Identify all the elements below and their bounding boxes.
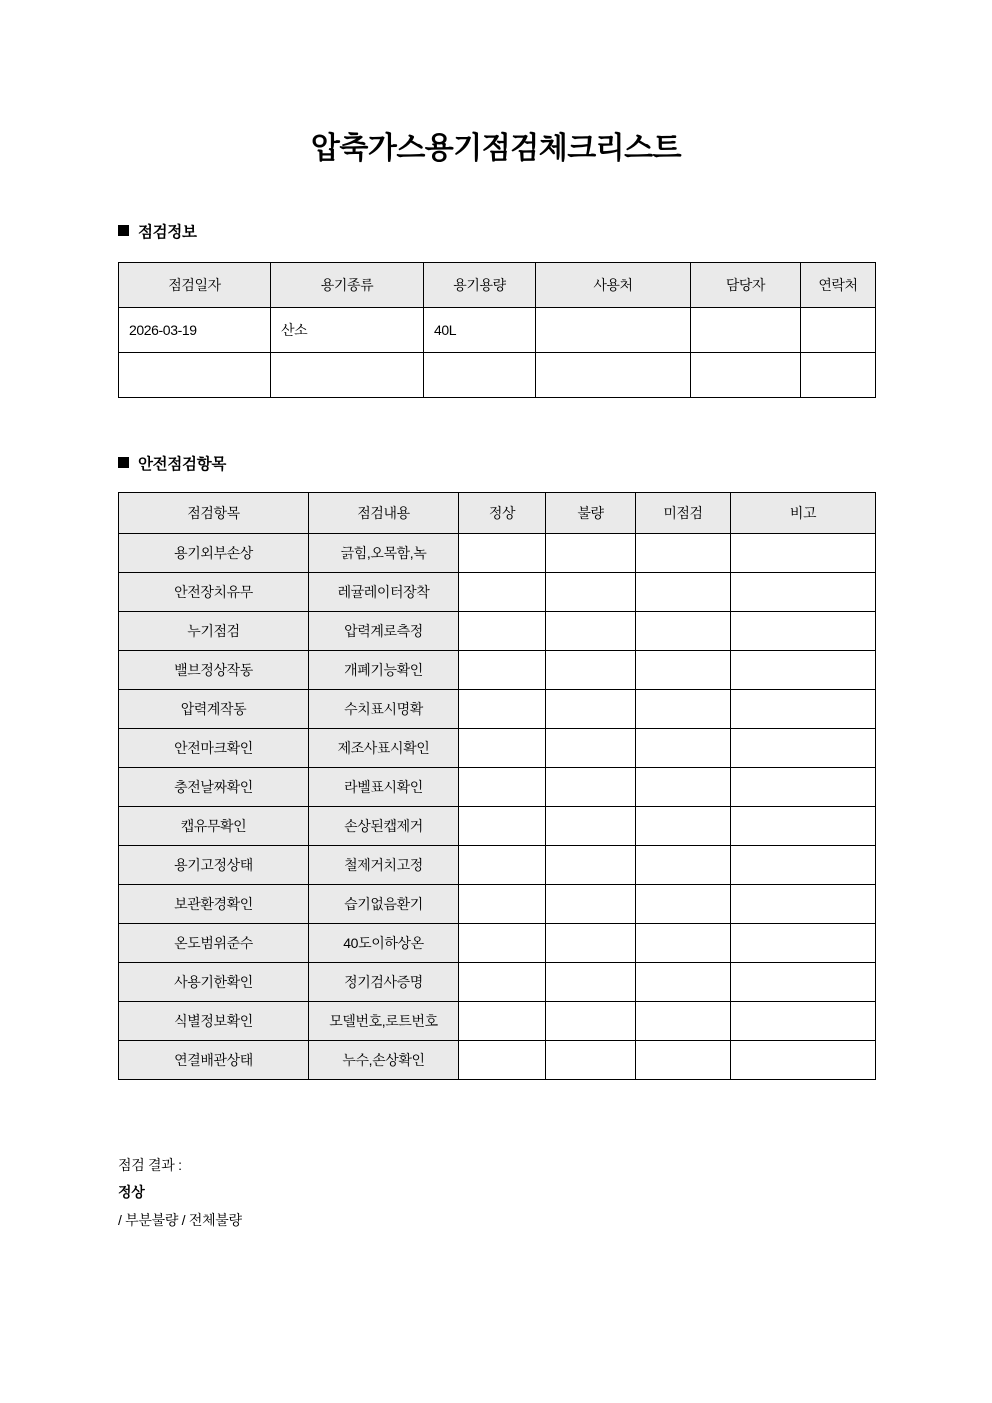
section-heading-inspection-info bbox=[118, 220, 197, 242]
cell-note[interactable] bbox=[731, 885, 876, 924]
cell-check-detail: 압력계로측정 bbox=[309, 612, 459, 651]
table-header-row bbox=[119, 493, 876, 534]
cell-check-detail: 레귤레이터장착 bbox=[309, 573, 459, 612]
cell-note[interactable] bbox=[731, 534, 876, 573]
result-option-normal[interactable]: 정상 bbox=[118, 1184, 145, 1201]
inspection-result-block bbox=[118, 1152, 242, 1234]
cell-unchecked-mark[interactable] bbox=[636, 690, 731, 729]
column-header-defect: 불량 bbox=[546, 493, 636, 534]
cell-usage-location[interactable] bbox=[536, 353, 691, 398]
cell-normal-mark[interactable] bbox=[459, 885, 546, 924]
cell-check-item: 식별정보확인 bbox=[119, 1002, 309, 1041]
cell-defect-mark[interactable] bbox=[546, 807, 636, 846]
result-option-others[interactable]: / 부분불량 / 전체불량 bbox=[118, 1211, 242, 1228]
cell-normal-mark[interactable] bbox=[459, 573, 546, 612]
cell-check-detail: 모델번호,로트번호 bbox=[309, 1002, 459, 1041]
column-header-person-in-charge: 담당자 bbox=[691, 263, 801, 308]
cell-check-detail: 누수,손상확인 bbox=[309, 1041, 459, 1080]
table-row bbox=[119, 768, 876, 807]
table-row bbox=[119, 924, 876, 963]
cell-unchecked-mark[interactable] bbox=[636, 924, 731, 963]
table-row bbox=[119, 885, 876, 924]
cell-defect-mark[interactable] bbox=[546, 768, 636, 807]
cell-defect-mark[interactable] bbox=[546, 924, 636, 963]
cell-check-item: 연결배관상태 bbox=[119, 1041, 309, 1080]
cell-note[interactable] bbox=[731, 573, 876, 612]
cell-normal-mark[interactable] bbox=[459, 768, 546, 807]
square-bullet-icon bbox=[118, 225, 129, 236]
section-heading-label: 안전점검항목 bbox=[138, 456, 227, 473]
cell-check-detail: 개폐기능확인 bbox=[309, 651, 459, 690]
cell-normal-mark[interactable] bbox=[459, 807, 546, 846]
cell-check-item: 안전장치유무 bbox=[119, 573, 309, 612]
cell-defect-mark[interactable] bbox=[546, 885, 636, 924]
cell-cylinder-type[interactable]: 산소 bbox=[271, 308, 424, 353]
table-row bbox=[119, 963, 876, 1002]
cell-check-detail: 정기검사증명 bbox=[309, 963, 459, 1002]
table-header-row bbox=[119, 263, 876, 308]
cell-note[interactable] bbox=[731, 612, 876, 651]
table-row bbox=[119, 1041, 876, 1080]
cell-defect-mark[interactable] bbox=[546, 690, 636, 729]
table-row bbox=[119, 846, 876, 885]
cell-person-in-charge[interactable] bbox=[691, 308, 801, 353]
column-header-inspection-date: 점검일자 bbox=[119, 263, 271, 308]
table-row bbox=[119, 353, 876, 398]
cell-check-item: 누기점검 bbox=[119, 612, 309, 651]
table-row bbox=[119, 807, 876, 846]
column-header-usage-location: 사용처 bbox=[536, 263, 691, 308]
cell-check-detail: 제조사표시확인 bbox=[309, 729, 459, 768]
cell-check-detail: 40도이하상온 bbox=[309, 924, 459, 963]
cell-note[interactable] bbox=[731, 846, 876, 885]
cell-unchecked-mark[interactable] bbox=[636, 534, 731, 573]
cell-normal-mark[interactable] bbox=[459, 963, 546, 1002]
cell-check-item: 용기외부손상 bbox=[119, 534, 309, 573]
inspection-info-table bbox=[118, 262, 876, 398]
table-row bbox=[119, 1002, 876, 1041]
cell-check-detail: 수치표시명확 bbox=[309, 690, 459, 729]
column-header-contact: 연락처 bbox=[801, 263, 876, 308]
column-header-unchecked: 미점검 bbox=[636, 493, 731, 534]
table-row bbox=[119, 573, 876, 612]
cell-unchecked-mark[interactable] bbox=[636, 651, 731, 690]
cell-normal-mark[interactable] bbox=[459, 846, 546, 885]
cell-check-item: 보관환경확인 bbox=[119, 885, 309, 924]
cell-cylinder-type[interactable] bbox=[271, 353, 424, 398]
table-row bbox=[119, 651, 876, 690]
cell-unchecked-mark[interactable] bbox=[636, 573, 731, 612]
cell-note[interactable] bbox=[731, 768, 876, 807]
column-header-check-item: 점검항목 bbox=[119, 493, 309, 534]
table-row bbox=[119, 308, 876, 353]
column-header-note: 비고 bbox=[731, 493, 876, 534]
column-header-normal: 정상 bbox=[459, 493, 546, 534]
cell-check-item: 안전마크확인 bbox=[119, 729, 309, 768]
cell-unchecked-mark[interactable] bbox=[636, 729, 731, 768]
cell-check-item: 밸브정상작동 bbox=[119, 651, 309, 690]
cell-normal-mark[interactable] bbox=[459, 651, 546, 690]
cell-note[interactable] bbox=[731, 1041, 876, 1080]
cell-normal-mark[interactable] bbox=[459, 612, 546, 651]
cell-check-detail: 라벨표시확인 bbox=[309, 768, 459, 807]
cell-normal-mark[interactable] bbox=[459, 729, 546, 768]
cell-check-detail: 철제거치고정 bbox=[309, 846, 459, 885]
cell-note[interactable] bbox=[731, 924, 876, 963]
cell-defect-mark[interactable] bbox=[546, 573, 636, 612]
cell-unchecked-mark[interactable] bbox=[636, 612, 731, 651]
cell-cylinder-capacity[interactable] bbox=[424, 353, 536, 398]
page-title: 압축가스용기점검체크리스트 bbox=[310, 132, 682, 165]
cell-note[interactable] bbox=[731, 807, 876, 846]
column-header-check-detail: 점검내용 bbox=[309, 493, 459, 534]
table-row bbox=[119, 690, 876, 729]
cell-normal-mark[interactable] bbox=[459, 690, 546, 729]
cell-inspection-date[interactable]: 2026-03-19 bbox=[119, 308, 271, 353]
cell-person-in-charge[interactable] bbox=[691, 353, 801, 398]
result-label: 점검 결과 : bbox=[118, 1157, 182, 1173]
cell-check-item: 압력계작동 bbox=[119, 690, 309, 729]
cell-check-detail: 습기없음환기 bbox=[309, 885, 459, 924]
cell-note[interactable] bbox=[731, 690, 876, 729]
cell-check-detail: 긁힘,오목함,녹 bbox=[309, 534, 459, 573]
cell-normal-mark[interactable] bbox=[459, 534, 546, 573]
safety-check-items-table bbox=[118, 492, 876, 1080]
cell-inspection-date[interactable] bbox=[119, 353, 271, 398]
cell-unchecked-mark[interactable] bbox=[636, 846, 731, 885]
cell-defect-mark[interactable] bbox=[546, 612, 636, 651]
section-heading-label: 점검정보 bbox=[138, 224, 197, 241]
cell-defect-mark[interactable] bbox=[546, 729, 636, 768]
cell-note[interactable] bbox=[731, 1002, 876, 1041]
cell-check-item: 용기고정상태 bbox=[119, 846, 309, 885]
cell-unchecked-mark[interactable] bbox=[636, 885, 731, 924]
cell-check-item: 충전날짜확인 bbox=[119, 768, 309, 807]
cell-note[interactable] bbox=[731, 651, 876, 690]
cell-defect-mark[interactable] bbox=[546, 1002, 636, 1041]
cell-check-item: 사용기한확인 bbox=[119, 963, 309, 1002]
column-header-cylinder-capacity: 용기용량 bbox=[424, 263, 536, 308]
cell-note[interactable] bbox=[731, 729, 876, 768]
square-bullet-icon bbox=[118, 457, 129, 468]
cell-usage-location[interactable] bbox=[536, 308, 691, 353]
cell-defect-mark[interactable] bbox=[546, 534, 636, 573]
cell-contact[interactable] bbox=[801, 353, 876, 398]
table-row bbox=[119, 534, 876, 573]
cell-check-item: 온도범위준수 bbox=[119, 924, 309, 963]
cell-normal-mark[interactable] bbox=[459, 1002, 546, 1041]
cell-unchecked-mark[interactable] bbox=[636, 807, 731, 846]
table-row bbox=[119, 729, 876, 768]
cell-defect-mark[interactable] bbox=[546, 963, 636, 1002]
cell-normal-mark[interactable] bbox=[459, 924, 546, 963]
cell-defect-mark[interactable] bbox=[546, 846, 636, 885]
section-heading-safety-items bbox=[118, 452, 226, 474]
table-row bbox=[119, 612, 876, 651]
cell-note[interactable] bbox=[731, 963, 876, 1002]
cell-unchecked-mark[interactable] bbox=[636, 1041, 731, 1080]
cell-cylinder-capacity[interactable]: 40L bbox=[424, 308, 536, 353]
cell-defect-mark[interactable] bbox=[546, 651, 636, 690]
cell-check-item: 캡유무확인 bbox=[119, 807, 309, 846]
cell-defect-mark[interactable] bbox=[546, 1041, 636, 1080]
cell-unchecked-mark[interactable] bbox=[636, 963, 731, 1002]
cell-contact[interactable] bbox=[801, 308, 876, 353]
cell-unchecked-mark[interactable] bbox=[636, 768, 731, 807]
cell-normal-mark[interactable] bbox=[459, 1041, 546, 1080]
column-header-cylinder-type: 용기종류 bbox=[271, 263, 424, 308]
cell-check-detail: 손상된캡제거 bbox=[309, 807, 459, 846]
cell-unchecked-mark[interactable] bbox=[636, 1002, 731, 1041]
